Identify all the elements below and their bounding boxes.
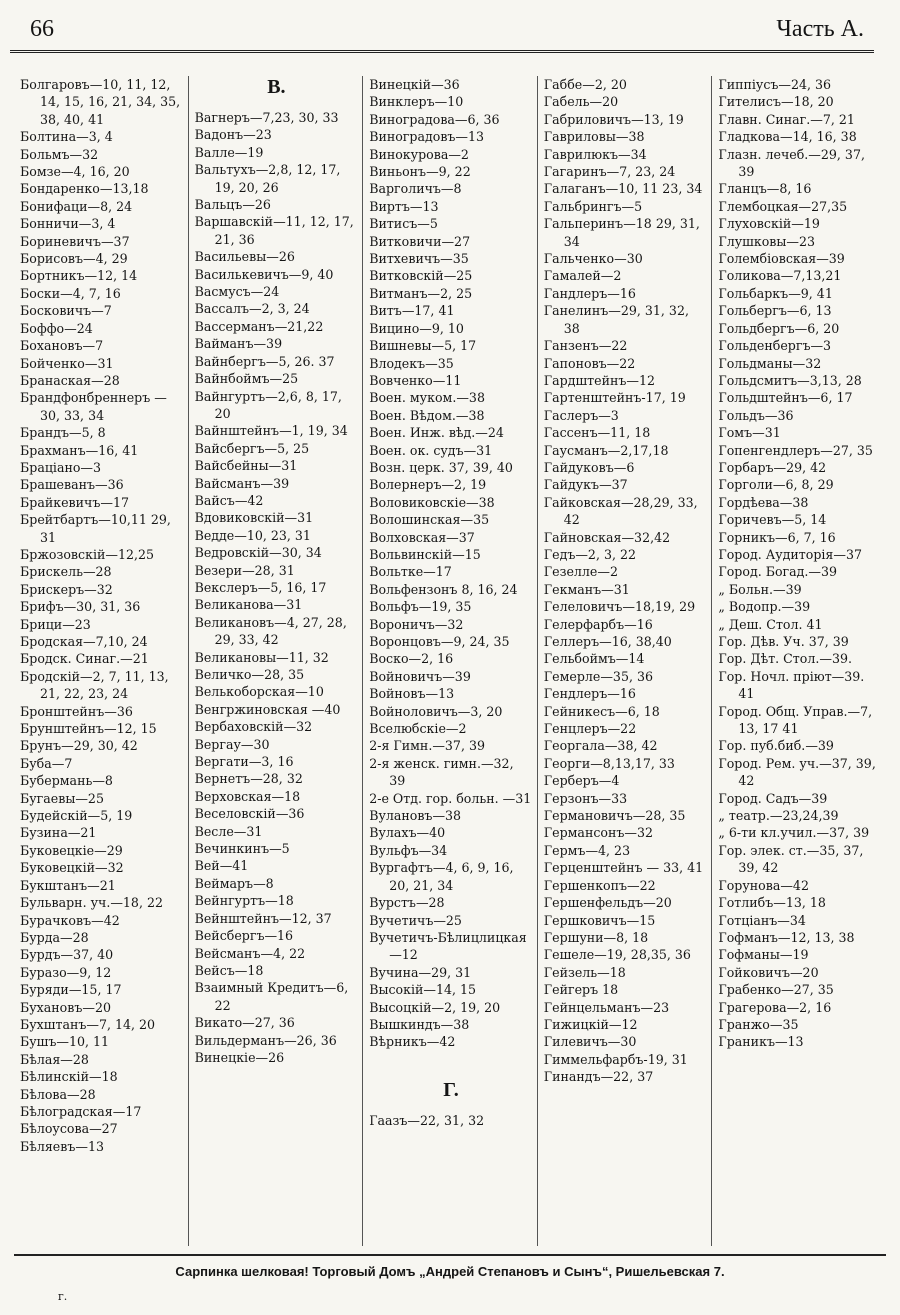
index-entry: Веселовскiй—36 — [194, 806, 305, 822]
index-entry: Воен. Вѣдом.—38 — [369, 407, 485, 423]
index-entry: Величко—28, 35 — [194, 667, 305, 682]
index-entry: Бѣлоградская—17 — [20, 1103, 142, 1119]
index-entry: Гапоновъ—22 — [543, 355, 636, 371]
index-entry: Бориневичъ—37 — [20, 233, 130, 249]
index-entry: Гижицкiй—12 — [543, 1016, 638, 1032]
index-entry: Вдовиковскiй—31 — [194, 510, 314, 526]
index-entry: Бѣлоусова—27 — [20, 1121, 118, 1137]
index-entry: Гайновская—32,42 — [543, 529, 671, 545]
index-entry: Волховская—37 — [369, 529, 475, 545]
index-entry: Буразо—9, 12 — [20, 964, 112, 980]
index-entry: Влодекъ—35 — [369, 355, 454, 371]
index-entry: Веймаръ—8 — [194, 875, 274, 891]
index-entry: Горголи—6, 8, 29 — [718, 477, 834, 493]
index-entry: Буба—7 — [20, 755, 73, 771]
index-entry: Ведде—10, 23, 31 — [194, 527, 311, 543]
index-entry: Великанова—31 — [194, 597, 303, 613]
index-entry: Вадонъ—23 — [194, 127, 272, 143]
index-entry: Брифъ—30, 31, 36 — [20, 599, 141, 615]
index-entry: Вернетъ—28, 32 — [194, 771, 303, 787]
index-entry: „ Водопр.—39 — [718, 599, 811, 615]
index-entry: Галаганъ—10, 11 23, 34 — [543, 181, 703, 197]
index-entry: Вулахъ—40 — [369, 825, 446, 841]
index-entry: Бульварн. уч.—18, 22 — [20, 895, 163, 911]
column-4 — [537, 76, 712, 1246]
index-entry: Войновъ—13 — [369, 686, 455, 702]
index-entry: Вергау—30 — [194, 736, 270, 752]
index-entry: Гершковичъ—15 — [543, 912, 656, 928]
index-entry: Германсонъ—32 — [543, 825, 653, 841]
index-entry: Винокурова—2 — [369, 146, 469, 162]
index-entry: Голикова—7,13,21 — [718, 268, 842, 284]
index-entry: Вургафтъ—4, 6, 9, 16, 20, 21, 34 — [369, 860, 514, 893]
index-entry: Витисъ—5 — [369, 216, 438, 232]
index-entry: Вайсбейны—31 — [194, 458, 298, 474]
index-entry: Виноградовъ—13 — [369, 129, 485, 145]
index-entry: Букштанъ—21 — [20, 877, 116, 893]
index-entry: Великановы—11, 32 — [194, 649, 329, 665]
index-entry: Войноловичъ—3, 20 — [369, 703, 503, 719]
index-entry: Гальперинъ—18 29, 31, 34 — [543, 216, 700, 249]
index-entry: „ 6-ти кл.учил.—37, 39 — [718, 825, 870, 841]
index-entry: Вселюбскiе—2 — [369, 721, 467, 737]
index-entry: Будейскiй—5, 19 — [20, 808, 133, 824]
index-entry: Гейникесъ—6, 18 — [543, 703, 660, 719]
index-entry: Босковичъ—7 — [20, 303, 112, 319]
section-heading: Г. — [443, 1078, 459, 1101]
index-entry: Бржозовскiй—12,25 — [20, 546, 155, 562]
index-entry: Вайнбоймъ—25 — [194, 371, 299, 387]
index-entry: Гайдуковъ—6 — [543, 459, 635, 475]
index-entry: Болтина—3, 4 — [20, 129, 113, 145]
index-entry: Гомъ—31 — [718, 425, 781, 441]
index-entry: Буряди—15, 17 — [20, 982, 122, 998]
index-entry: Винклеръ—10 — [369, 94, 464, 110]
index-entry: Варшавскiй—11, 12, 17, 21, 36 — [194, 214, 354, 247]
index-entry: Голембiовская—39 — [718, 251, 845, 267]
index-entry: Герберъ—4 — [543, 773, 620, 789]
index-entry: Готцiанъ—34 — [718, 912, 806, 928]
index-entry: Воен. ок. судъ—31 — [369, 442, 493, 458]
index-entry: Гершенфельдъ—20 — [543, 895, 672, 911]
index-entry: Гейнцельманъ—23 — [543, 999, 670, 1015]
index-entry: Гезелле—2 — [543, 564, 618, 580]
index-entry: Готлибъ—13, 18 — [718, 895, 826, 911]
index-entry: Горичевъ—5, 14 — [718, 512, 827, 528]
index-entry: Вучетичъ—25 — [369, 912, 462, 928]
index-entry: Вергати—3, 16 — [194, 754, 294, 770]
footer-rule — [14, 1254, 886, 1256]
index-entry: „ Больн.—39 — [718, 581, 802, 597]
index-entry: Герзонъ—33 — [543, 790, 628, 806]
index-entry: Гартенштейнъ-17, 19 — [543, 390, 686, 406]
index-entry: Гаврилюкъ—34 — [543, 146, 647, 162]
index-entry: Войновичъ—39 — [369, 668, 471, 684]
index-entry: Возн. церк. 37, 39, 40 — [369, 459, 513, 475]
index-entry: Гордѣева—38 — [718, 494, 809, 510]
index-entry: Буковецкiе—29 — [20, 842, 123, 858]
index-entry: 2-е Отд. гор. больн. —31 — [369, 790, 532, 806]
index-entry: Гор. Дѣв. Уч. 37, 39 — [718, 634, 849, 649]
index-entry: Брашеванъ—36 — [20, 477, 124, 493]
index-entry: Бѣлая—28 — [20, 1051, 89, 1067]
index-entry: Гаусманъ—2,17,18 — [543, 442, 669, 458]
page-number: 66 — [30, 16, 54, 42]
index-entry: Воен. муком.—38 — [369, 390, 485, 406]
index-entry: Брици—23 — [20, 616, 91, 632]
index-entry: Весле—31 — [194, 823, 263, 839]
index-entry: Германовичъ—28, 35 — [543, 808, 686, 824]
index-entry: Бонничи—3, 4 — [20, 216, 116, 232]
index-entry: Брахманъ—16, 41 — [20, 442, 139, 458]
index-entry: Город. Аудиторiя—37 — [718, 546, 862, 562]
index-entry: Глуховскiй—19 — [718, 216, 820, 232]
index-entry: Волошинская—35 — [369, 512, 490, 528]
index-entry: Горбаръ—29, 42 — [718, 459, 827, 475]
index-entry: Горникъ—6, 7, 16 — [718, 529, 836, 545]
index-entry: Бурда—28 — [20, 929, 89, 945]
index-entry: Вей—41 — [194, 858, 249, 874]
index-entry: Город. Рем. уч.—37, 39, 42 — [718, 755, 876, 789]
index-entry: Бранаская—28 — [20, 372, 120, 388]
index-entry: Василькевичъ—9, 40 — [194, 266, 334, 282]
index-entry: Гекманъ—31 — [543, 581, 630, 597]
index-entry: Великановъ—4, 27, 28, 29, 33, 42 — [194, 614, 347, 648]
index-entry: 2-я женск. гимн.—32, 39 — [369, 755, 514, 789]
index-entry: Бурдъ—37, 40 — [20, 947, 114, 963]
index-entry: Бѣляевъ—13 — [20, 1138, 104, 1154]
index-entry: Воско—2, 16 — [369, 651, 454, 667]
index-entry: Глазн. лечеб.—29, 37, 39 — [718, 146, 865, 180]
index-entry: Вайманъ—39 — [194, 336, 283, 352]
column-2 — [188, 76, 363, 1246]
index-entry: Гелеловичъ—18,19, 29 — [543, 599, 696, 615]
index-entry: Бѣлинскiй—18 — [20, 1069, 118, 1085]
index-entry: Гланцъ—8, 16 — [718, 181, 812, 197]
index-entry: Брацiано—3 — [20, 459, 102, 475]
index-entry: Брайкевичъ—17 — [20, 494, 129, 510]
index-entry: Бушъ—10, 11 — [20, 1034, 110, 1050]
index-entry: Виньонъ—9, 22 — [369, 164, 471, 180]
index-entry: Вольфензонъ 8, 16, 24 — [369, 581, 518, 597]
index-entry: Бондаренко—13,18 — [20, 181, 149, 197]
index-entry: Гольдштейнъ—6, 17 — [718, 390, 853, 406]
index-entry: Вороничъ—32 — [369, 616, 464, 632]
index-entry: Векслеръ—5, 16, 17 — [194, 579, 327, 595]
index-entry: Больмъ—32 — [20, 146, 99, 162]
index-entry: Воловиковскiе—38 — [369, 494, 495, 510]
index-entry: Гамалей—2 — [543, 268, 622, 284]
index-entry: Гор. пуб.биб.—39 — [718, 738, 834, 754]
index-entry: Васмусъ—24 — [194, 284, 280, 300]
index-entry: Бугаевы—25 — [20, 790, 104, 806]
index-entry: Гейзель—18 — [543, 964, 626, 980]
index-entry: Вассерманъ—21,22 — [194, 318, 324, 334]
index-entry: Валле—19 — [194, 144, 264, 160]
index-entry: Гершуни—8, 18 — [543, 929, 649, 945]
index-entry: Вейсъ—18 — [194, 962, 264, 978]
column-5 — [711, 76, 886, 1246]
index-entry: Вольвинскiй—15 — [369, 546, 481, 562]
index-entry: Гендлеръ—16 — [543, 686, 636, 702]
index-entry: Гелерфарбъ—16 — [543, 616, 653, 632]
index-entry: Гаслеръ—3 — [543, 407, 619, 423]
index-entry: Варголичъ—8 — [369, 181, 462, 197]
index-entry: Вулановъ—38 — [369, 808, 462, 824]
index-entry: Гаазъ—22, 31, 32 — [369, 1112, 485, 1128]
index-entry: Гермъ—4, 23 — [543, 842, 631, 858]
header-rule — [10, 50, 874, 53]
index-entry: Витковичи—27 — [369, 233, 471, 249]
index-entry: Викато—27, 36 — [194, 1015, 295, 1031]
index-entry: Вайсъ—42 — [194, 492, 264, 508]
index-entry: Вассалъ—2, 3, 24 — [194, 301, 310, 317]
index-entry: Гор. элек. ст.—35, 37, 39, 42 — [718, 842, 864, 876]
index-entry: Волернеръ—2, 19 — [369, 477, 487, 493]
index-entry: Виртъ—13 — [369, 198, 439, 214]
index-entry: Вишневы—5, 17 — [369, 338, 477, 354]
index-entry: Воронцовъ—9, 24, 35 — [369, 634, 510, 649]
index-entry: Гершенкопъ—22 — [543, 877, 656, 893]
index-entry: Грабенко—27, 35 — [718, 982, 834, 998]
index-entry: Гранжо—35 — [718, 1016, 799, 1032]
index-entry: Гофманы—19 — [718, 947, 809, 963]
index-entry: Гельбоймъ—14 — [543, 651, 645, 667]
index-entry: Брунштейнъ—12, 15 — [20, 721, 157, 737]
index-entry: Взаимный Кредитъ—6, 22 — [194, 980, 349, 1013]
index-entry: Гольбаркъ—9, 41 — [718, 285, 833, 301]
index-entry: „ театр.—23,24,39 — [718, 808, 839, 824]
page-title: Часть А. — [776, 16, 864, 42]
footer-mark: г. — [58, 1290, 68, 1303]
index-entry: Венгржиновская —40 — [194, 701, 341, 717]
index-entry: Высоцкiй—2, 19, 20 — [369, 999, 501, 1015]
index-entry: Боски—4, 7, 16 — [20, 285, 121, 301]
index-entry: Габбе—2, 20 — [543, 77, 627, 92]
index-entry: Ведровскiй—30, 34 — [194, 545, 322, 561]
index-entry: Герценштейнъ — 33, 41 — [543, 860, 704, 876]
index-entry: Гольдманы—32 — [718, 355, 822, 371]
index-entry: Вальцъ—26 — [194, 197, 271, 213]
index-entry: Воен. Инж. вѣд.—24 — [369, 425, 504, 441]
index-entry: Вайсбергъ—5, 25 — [194, 440, 310, 456]
index-entry: Брандъ—5, 8 — [20, 425, 106, 441]
index-entry: Город. Садъ—39 — [718, 790, 828, 806]
index-entry: Гагаринъ—7, 23, 24 — [543, 164, 676, 180]
index-entry: Брунъ—29, 30, 42 — [20, 738, 138, 754]
index-entry: Бродская—7,10, 24 — [20, 634, 148, 649]
index-entry: Георгала—38, 42 — [543, 738, 658, 754]
index-entry: Граникъ—13 — [718, 1034, 804, 1050]
index-entry: Гедъ—2, 3, 22 — [543, 546, 636, 562]
index-entry: Витъ—17, 41 — [369, 303, 455, 319]
index-entry: Вурстъ—28 — [369, 895, 445, 911]
index-entry: Главн. Синаг.—7, 21 — [718, 111, 855, 127]
index-entry: Бубермань—8 — [20, 773, 113, 789]
index-entry: Вейнгуртъ—18 — [194, 893, 294, 909]
index-entry: Гешеле—19, 28,35, 36 — [543, 947, 691, 963]
index-entry: Гор. Дѣт. Стол.—39. — [718, 651, 852, 667]
index-entry: Гойковичъ—20 — [718, 964, 819, 980]
index-entry: Бродск. Синаг.—21 — [20, 651, 149, 667]
index-entry: Бохановъ—7 — [20, 338, 104, 354]
index-entry: Гольдсмитъ—3,13, 28 — [718, 372, 862, 388]
index-entry: Глембоцкая—27,35 — [718, 198, 848, 214]
index-entry: Гемерле—35, 36 — [543, 668, 653, 684]
index-entry: Болгаровъ—10, 11, 12, 14, 15, 16, 21, 34, 35, 38, 40, 41 — [20, 77, 181, 127]
index-entry: Бомзе—4, 16, 20 — [20, 164, 130, 180]
index-entry: Гардштейнъ—12 — [543, 372, 655, 388]
index-entry: 2-я Гимн.—37, 39 — [369, 738, 485, 754]
index-entry: Вайнштейнъ—1, 19, 34 — [194, 423, 348, 439]
index-entry: Гольдбергъ—6, 20 — [718, 320, 840, 336]
index-entry: Витманъ—2, 25 — [369, 285, 473, 301]
index-entry: Гальченко—30 — [543, 251, 643, 267]
index-entry: Гольбергъ—6, 13 — [718, 303, 832, 319]
index-entry: Гор. Ночл. прiют—39. 41 — [718, 668, 865, 702]
column-1 — [14, 76, 188, 1246]
index-entry: Высокiй—14, 15 — [369, 982, 477, 998]
index-entry: Гассенъ—11, 18 — [543, 425, 651, 441]
index-entry: Габель—20 — [543, 94, 619, 110]
index-entry: Гандлеръ—16 — [543, 285, 636, 301]
index-entry: Виноградова—6, 36 — [369, 111, 500, 127]
index-entry: Винецкiе—26 — [194, 1049, 285, 1065]
index-entry: Город. Общ. Управ.—7, 13, 17 41 — [718, 703, 873, 737]
index-entry: Бронштейнъ—36 — [20, 703, 133, 719]
index-entry: Бузина—21 — [20, 825, 97, 841]
index-entry: Вейсманъ—4, 22 — [194, 945, 306, 961]
index-entry: Вербаховскiй—32 — [194, 719, 313, 735]
index-entry: Вольтке—17 — [369, 564, 452, 580]
index-entry: Вайнбергъ—5, 26. 37 — [194, 353, 335, 369]
index-entry: Ганелинъ—29, 31, 32, 38 — [543, 303, 689, 336]
index-entry: Вайсманъ—39 — [194, 475, 290, 491]
index-entry: Верховская—18 — [194, 788, 301, 804]
index-entry: Бѣлова—28 — [20, 1086, 96, 1102]
index-entry: Гавриловы—38 — [543, 129, 645, 145]
index-entry: Бродскiй—2, 7, 11, 13, 21, 22, 23, 24 — [20, 668, 169, 702]
index-entry: Гофманъ—12, 13, 38 — [718, 929, 855, 945]
index-entry: Велькоборская—10 — [194, 684, 324, 700]
index-entry: Генцлеръ—22 — [543, 721, 637, 737]
index-columns — [14, 76, 886, 1246]
index-entry: Ганзенъ—22 — [543, 338, 628, 354]
index-entry: Вовченко—11 — [369, 372, 462, 388]
index-entry: Гайдукъ—37 — [543, 477, 628, 493]
index-entry: Вицино—9, 10 — [369, 320, 464, 336]
index-entry: Вышкиндъ—38 — [369, 1016, 470, 1032]
index-entry: Брискель—28 — [20, 564, 112, 580]
index-entry: Гольденбергъ—3 — [718, 338, 832, 354]
index-entry: Боффо—24 — [20, 320, 93, 336]
index-entry: Брейтбартъ—10,11 29, 31 — [20, 512, 171, 545]
index-entry: Глушковы—23 — [718, 233, 816, 249]
index-entry: Грагерова—2, 16 — [718, 999, 832, 1015]
index-entry: Вильдерманъ—26, 36 — [194, 1032, 337, 1048]
index-entry: Вайнгуртъ—2,6, 8, 17, 20 — [194, 388, 342, 421]
index-entry: Гиммельфарбъ-19, 31 — [543, 1051, 688, 1067]
index-entry: Вольфъ—19, 35 — [369, 599, 472, 615]
index-entry: Витковскiй—25 — [369, 268, 473, 284]
index-entry: Гольдъ—36 — [718, 407, 794, 423]
index-entry: Брискеръ—32 — [20, 581, 113, 597]
index-entry: Бонифаци—8, 24 — [20, 198, 133, 214]
index-entry: Бортникъ—12, 14 — [20, 268, 138, 284]
index-entry: Гителисъ—18, 20 — [718, 94, 834, 110]
index-entry: Гальбрингъ—5 — [543, 198, 643, 214]
index-entry: Вучина—29, 31 — [369, 964, 472, 980]
index-entry: Бухштанъ—7, 14, 20 — [20, 1016, 156, 1032]
index-entry: Горунова—42 — [718, 877, 809, 893]
index-entry: Гинандъ—22, 37 — [543, 1069, 654, 1085]
index-entry: Бурачковъ—42 — [20, 912, 120, 928]
index-entry: Вейсбергъ—16 — [194, 928, 294, 944]
index-entry: Винецкiй—36 — [369, 77, 460, 92]
index-entry: Геллеръ—16, 38,40 — [543, 634, 672, 649]
index-entry: Бухановъ—20 — [20, 999, 111, 1015]
index-entry: Везери—28, 31 — [194, 562, 295, 578]
index-entry: Габриловичъ—13, 19 — [543, 111, 684, 127]
column-3 — [362, 76, 537, 1246]
index-entry: Васильевы—26 — [194, 249, 295, 265]
index-entry: Вечинкинъ—5 — [194, 841, 290, 857]
index-entry: Борисовъ—4, 29 — [20, 251, 128, 267]
index-entry: Гилевичъ—30 — [543, 1034, 637, 1050]
index-entry: Георги—8,13,17, 33 — [543, 755, 675, 771]
footer-advertisement: Сарпинка шелковая! Торговый Домъ „Андрей Степановъ и Сынъ“, Ришельевская 7. — [175, 1264, 725, 1279]
index-entry: „ Деш. Стол. 41 — [718, 616, 823, 632]
index-entry: Вульфъ—34 — [369, 842, 448, 858]
section-heading: В. — [267, 76, 286, 98]
index-entry: Город. Богад.—39 — [718, 564, 838, 580]
index-entry: Гайковская—28,29, 33, 42 — [543, 494, 698, 528]
index-entry: Гейгеръ 18 — [543, 982, 619, 998]
index-entry: Вагнеръ—7,23, 30, 33 — [194, 110, 339, 125]
index-entry: Брандфонбреннеръ —30, 33, 34 — [20, 390, 167, 423]
index-entry: Гопенгендлеръ—27, 35 — [718, 442, 873, 458]
index-entry: Вучетичъ-Бѣлицлицкая—12 — [369, 929, 527, 963]
index-entry: Вальтухъ—2,8, 12, 17, 19, 20, 26 — [194, 162, 341, 195]
index-entry: Бойченко—31 — [20, 355, 114, 371]
index-entry: Вѣрникъ—42 — [369, 1034, 456, 1050]
index-entry: Гладкова—14, 16, 38 — [718, 129, 857, 145]
index-entry: Витхевичъ—35 — [369, 251, 469, 267]
index-entry: Буковецкiй—32 — [20, 860, 124, 876]
index-entry: Гиппiусъ—24, 36 — [718, 77, 832, 92]
index-entry: Вейнштейнъ—12, 37 — [194, 910, 332, 926]
